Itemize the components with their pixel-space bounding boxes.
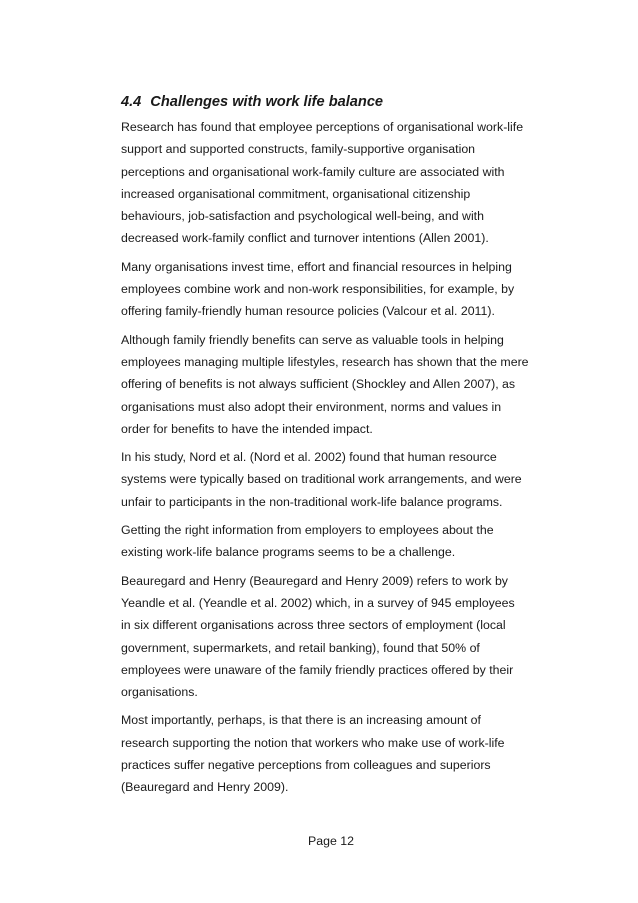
text-line: practices suffer negative perceptions from colleagues and superiors (121, 758, 491, 773)
text-line: systems were typically based on traditional work arrangements, and were (121, 472, 522, 487)
text-line: Beauregard and Henry (Beauregard and Henry 2009) refers to work by (121, 573, 508, 588)
text-line: perceptions and organisational work-family culture are associated with (121, 164, 505, 179)
text-line: Getting the right information from employers to employees about the (121, 523, 494, 538)
page-number: Page 12 (308, 834, 354, 848)
section-heading (121, 93, 541, 111)
paragraph (121, 519, 541, 564)
text-line: (Beauregard and Henry 2009). (121, 780, 289, 795)
text-line: increased organisational commitment, organisational citizenship (121, 186, 471, 201)
text-line: offering of benefits is not always sufficient (Shockley and Allen 2007), as (121, 377, 516, 392)
section-title: Challenges with work life balance (150, 94, 384, 110)
text-line: employees managing multiple lifestyles, research has shown that the mere (121, 354, 529, 369)
paragraph (121, 116, 541, 250)
text-line: in six different organisations across three sectors of employment (local (121, 618, 506, 633)
paragraph (121, 709, 541, 798)
text-line: government, supermarkets, and retail banking), found that 50% of (121, 640, 480, 655)
text-line: organisations must also adopt their environment, norms and values in (121, 399, 502, 414)
page-footer (0, 834, 638, 848)
text-line: Many organisations invest time, effort and financial resources in helping (121, 259, 512, 274)
page-content (121, 93, 541, 805)
paragraph (121, 329, 541, 440)
paragraph (121, 256, 541, 323)
text-line: support and supported constructs, family-supportive organisation (121, 142, 476, 157)
text-line: In his study, Nord et al. (Nord et al. 2002) found that human resource (121, 450, 497, 465)
text-line: Although family friendly benefits can serve as valuable tools in helping (121, 332, 504, 347)
text-line: unfair to participants in the non-traditional work-life balance programs. (121, 494, 503, 509)
text-line: existing work-life balance programs seems to be a challenge. (121, 545, 456, 560)
text-line: decreased work-family conflict and turnover intentions (Allen 2001). (121, 231, 489, 246)
paragraph (121, 446, 541, 513)
section-number: 4.4 (121, 94, 142, 110)
text-line: Research has found that employee perceptions of organisational work-life (121, 120, 524, 134)
text-line: Yeandle et al. (Yeandle et al. 2002) which, in a survey of 945 employees (121, 595, 515, 610)
paragraph (121, 570, 541, 704)
text-line: Most importantly, perhaps, is that there is an increasing amount of (121, 713, 481, 728)
text-line: order for benefits to have the intended impact. (121, 421, 373, 436)
text-line: behaviours, job-satisfaction and psychological well-being, and with (121, 209, 484, 224)
text-line: employees were unaware of the family friendly practices offered by their (121, 662, 514, 677)
text-line: research supporting the notion that workers who make use of work-life (121, 735, 505, 750)
text-line: organisations. (121, 685, 198, 700)
text-line: employees combine work and non-work responsibilities, for example, by (121, 282, 515, 297)
text-line: offering family-friendly human resource policies (Valcour et al. 2011). (121, 304, 495, 319)
